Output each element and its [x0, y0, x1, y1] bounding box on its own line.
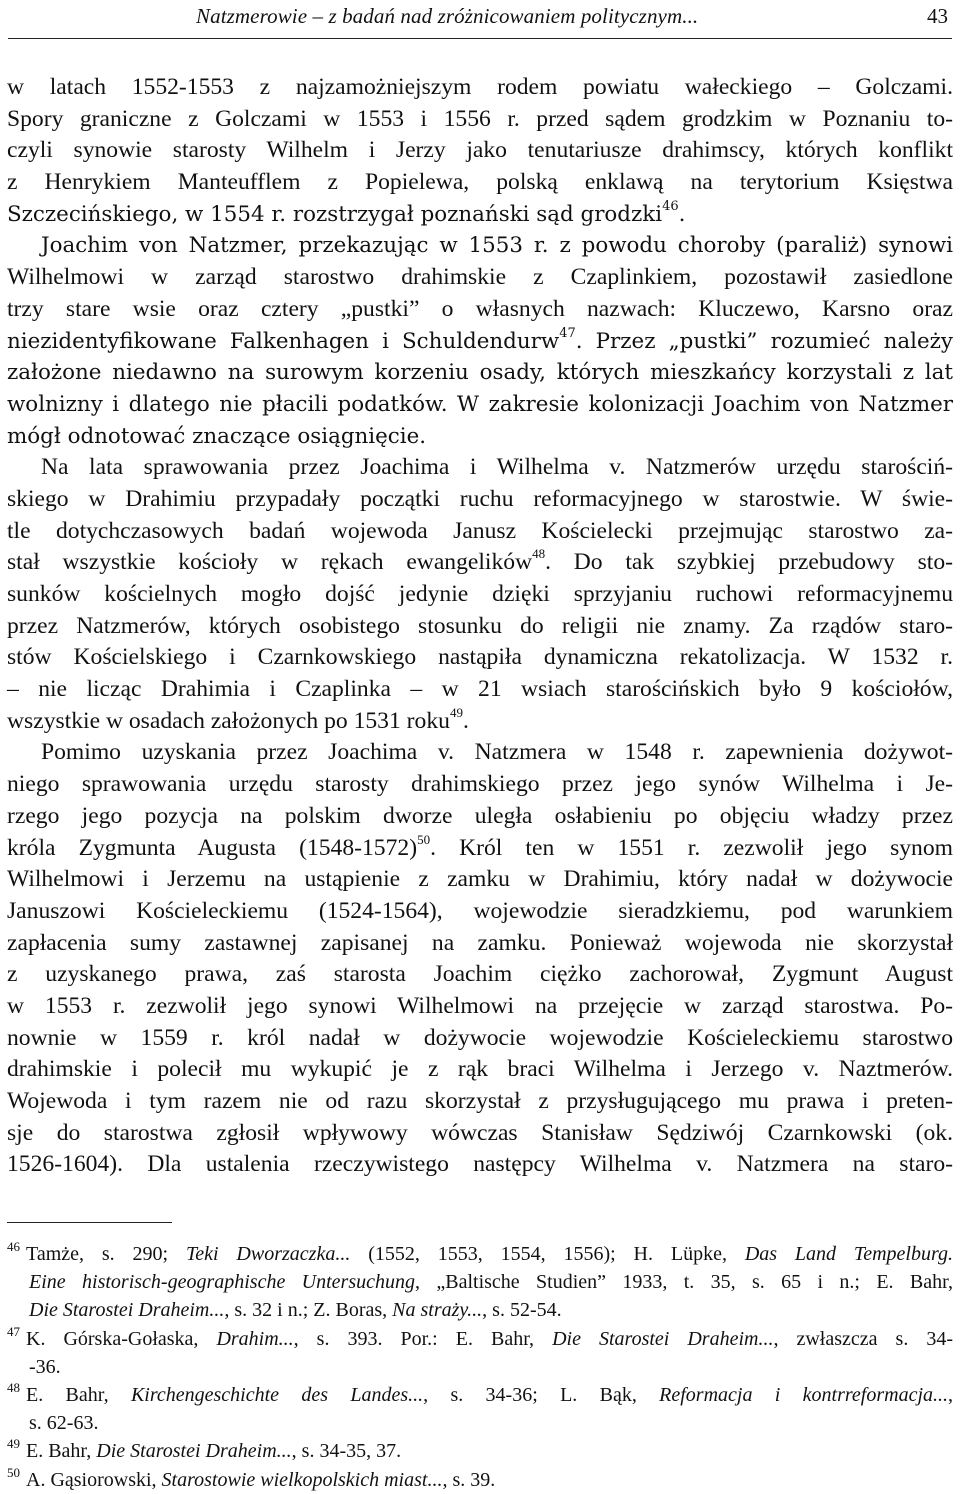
footnote-title: Die Starostei Draheim...	[552, 1327, 774, 1350]
text-line: zapłacenia sumy zastawnej zapisanej na zamku. Ponieważ wojewoda nie skorzystał	[7, 929, 953, 956]
footnote-46	[7, 1240, 953, 1268]
text-line	[7, 199, 953, 231]
footnote-separator	[7, 1222, 172, 1223]
footnote-text: , s. 34-35, 37.	[291, 1440, 402, 1463]
text-line	[7, 833, 953, 865]
footnote-number: 48	[7, 1379, 20, 1395]
footnote-50	[7, 1466, 953, 1494]
text-segment: . Do tak szybkiej przebudowy sto-	[545, 549, 953, 576]
footnote-number: 46	[7, 1239, 20, 1254]
footnote-49	[7, 1437, 953, 1465]
text-segment: .	[462, 707, 469, 734]
text-line: Joachim von Natzmer, przekazując w 1553 r. z powodu choroby (paraliż) synowi	[41, 233, 953, 259]
text-line: z uzyskanego prawa, zaś starosta Joachim ciężko zachorował, Zygmunt August	[7, 961, 953, 988]
text-line: z Henrykiem Manteufflem z Popielewa, polską enklawą na terytorium Księstwa	[7, 169, 953, 196]
footnote-text: , s. 32 i n.; Z. Boras,	[224, 1299, 393, 1322]
footnote-text: , s. 52-54.	[482, 1299, 562, 1322]
footnote-title: Teki Dworzaczka...	[185, 1243, 351, 1265]
footnote-46-cont	[7, 1268, 953, 1296]
text-line: – nie licząc Drahimia i Czaplinka – w 21 wsiach starościńskich było 9 kościołów,	[7, 676, 953, 703]
text-line: Na lata sprawowania przez Joachima i Wilhelma v. Natzmerów urzędu starościń-	[41, 454, 953, 481]
text-line: w latach 1552-1553 z najzamożniejszym rodem powiatu wałeckiego – Golczami.	[7, 74, 953, 100]
text-segment: stał wszystkie kościoły w rękach ewangelików	[7, 549, 533, 576]
page-number: 43	[927, 4, 948, 28]
footnote-text: Tamże, s. 290;	[26, 1243, 186, 1265]
footnote-title: Reformacja i kontrreformacja...	[659, 1383, 949, 1406]
text-line: Wojewoda i tym razem nie od razu skorzystał z przysługującego mu prawa i preten-	[7, 1088, 953, 1114]
text-segment: .	[678, 201, 686, 227]
text-line: stów Kościelskiego i Czarnkowskiego nastąpiła dynamiczna rekatolizacja. W 1532 r.	[7, 644, 953, 671]
footnote-text: ,	[948, 1383, 954, 1406]
text-line: 1526-1604). Dla ustalenia rzeczywistego następcy Wilhelma v. Natzmera na staro-	[7, 1151, 953, 1178]
text-line	[7, 706, 953, 738]
text-line: przez Natzmerów, których osobistego stosunku do religii nie znamy. Za rządów staro-	[7, 612, 953, 639]
text-line: Januszowi Kościeleckiemu (1524-1564), wojewodzie sieradzkiemu, pod warunkiem	[7, 897, 953, 924]
main-text	[7, 72, 953, 1181]
text-line: sje do starostwa zgłosił wpływowy wówczas Stanisław Sędziwój Czarnkowski (ok.	[7, 1119, 953, 1146]
footnote-title: Starostowie wielkopolskich miast...	[161, 1468, 443, 1491]
text-line: czyli synowie starosty Wilhelm i Jerzy jako tenutariusze drahimscy, których konflikt	[7, 137, 953, 164]
running-header	[8, 0, 952, 39]
footnote-title: Das Land Tempelburg.	[744, 1243, 953, 1265]
footnote-48	[7, 1381, 953, 1409]
text-segment: . Przez „pustki” rozumieć należy	[575, 328, 953, 354]
footnote-title: Die Starostei Draheim...	[29, 1299, 225, 1322]
footnote-text: E. Bahr,	[26, 1440, 97, 1463]
footnote-number: 49	[7, 1436, 20, 1452]
footnote-text: , s. 34-36; L. Bąk,	[423, 1383, 660, 1406]
footnote-ref-49: 49	[449, 704, 463, 720]
footnote-47-cont: -36.	[29, 1355, 61, 1378]
text-line: drahimskie i polecił mu wykupić je z rąk braci Wilhelma i Jerzego v. Naztmerów.	[7, 1056, 953, 1083]
footnotes	[7, 1240, 953, 1494]
footnote-text: , s. 393. Por.: E. Bahr,	[293, 1327, 553, 1350]
text-line: mógł odnotować znaczące osiągnięcie.	[7, 423, 427, 449]
text-line: tle dotychczasowych badań wojewoda Janusz Kościelecki przejmując starostwo za-	[7, 517, 953, 544]
footnote-ref-50: 50	[417, 831, 431, 847]
footnote-title: Kirchengeschichte des Landes...	[130, 1383, 424, 1406]
footnote-46-cont	[7, 1296, 953, 1324]
footnote-number: 47	[7, 1323, 20, 1339]
text-segment: niezidentyfikowane Falkenhagen i Schuldendurw	[7, 328, 560, 354]
footnote-text: K. Górska-Gołaska,	[26, 1327, 217, 1350]
running-title: Natzmerowie – z badań nad zróżnicowaniem politycznym...	[196, 4, 699, 28]
text-line: Pomimo uzyskania przez Joachima v. Natzmera w 1548 r. zapewnienia dożywot-	[41, 739, 953, 766]
text-line: skiego w Drahimiu przypadały początki ruchu reformacyjnego w starostwie. W świe-	[7, 485, 953, 512]
footnote-title: Eine historisch-geographische Untersuchung	[29, 1271, 415, 1294]
text-line: Wilhelmowi w zarząd starostwo drahimskie z Czaplinkiem, pozostawił zasiedlone	[7, 264, 953, 291]
text-line	[7, 547, 953, 579]
text-segment: wszystkie w osadach założonych po 1531 roku	[7, 707, 450, 734]
text-line: założone niedawno na surowym korzeniu osady, których mieszkańcy korzystali z lat	[7, 360, 953, 386]
text-line: w 1553 r. zezwolił jego synowi Wilhelmowi na przejęcie w zarząd starostwa. Po-	[7, 992, 953, 1019]
text-line: nownie w 1559 r. król nadał w dożywocie wojewodzie Kościeleckiemu starostwo	[7, 1024, 953, 1051]
footnote-text: , zwłaszcza s. 34-	[773, 1327, 954, 1350]
footnote-ref-47: 47	[559, 325, 576, 341]
text-segment: . Król ten w 1551 r. zezwolił jego synom	[430, 834, 953, 861]
text-line: Spory graniczne z Golczami w 1553 i 1556 r. przed sądem grodzkim w Poznaniu to-	[7, 105, 953, 132]
text-line: rzego jego pozycja na polskim dworze uległa osłabieniu po objęciu władzy przez	[7, 802, 953, 829]
footnote-text: A. Gąsiorowski,	[26, 1468, 162, 1491]
footnote-title: Na straży...	[392, 1299, 483, 1322]
footnote-47	[7, 1325, 953, 1353]
text-line: Wilhelmowi i Jerzemu na ustąpienie z zamku w Drahimiu, który nadał w dożywocie	[7, 866, 953, 893]
footnote-text: , s. 39.	[442, 1468, 496, 1491]
text-line: trzy stare wsie oraz cztery „pustki” o własnych nazwach: Kluczewo, Karsno oraz	[7, 295, 953, 322]
footnote-title: Die Starostei Draheim...	[96, 1440, 292, 1463]
text-line: sunków kościelnych mogło dojść jedynie dzięki sprzyjaniu ruchowi reformacyjnemu	[7, 581, 953, 607]
footnote-text: (1552, 1553, 1554, 1556); H. Lüpke,	[350, 1243, 745, 1265]
footnote-title: Drahim...	[216, 1327, 294, 1350]
footnote-48-cont: s. 62-63.	[29, 1412, 99, 1435]
footnote-ref-46: 46	[662, 198, 679, 214]
footnote-ref-48: 48	[532, 546, 546, 562]
footnote-text: , „Baltische Studien” 1933, t. 35, s. 65 i n.; E. Bahr,	[415, 1271, 953, 1294]
text-line: niego sprawowania urzędu starosty drahimskiego przez jego synów Wilhelma i Je-	[7, 771, 953, 798]
footnote-text: E. Bahr,	[26, 1383, 131, 1406]
text-segment: Szczecińskiego, w 1554 r. rozstrzygał poznański sąd grodzki	[7, 201, 663, 227]
footnote-number: 50	[7, 1464, 20, 1480]
text-segment: króla Zygmunta Augusta (1548-1572)	[7, 834, 418, 861]
text-line: wolnizny i dlatego nie płacili podatków. W zakresie kolonizacji Joachim von Natzmer	[7, 391, 953, 417]
text-line	[7, 326, 953, 358]
